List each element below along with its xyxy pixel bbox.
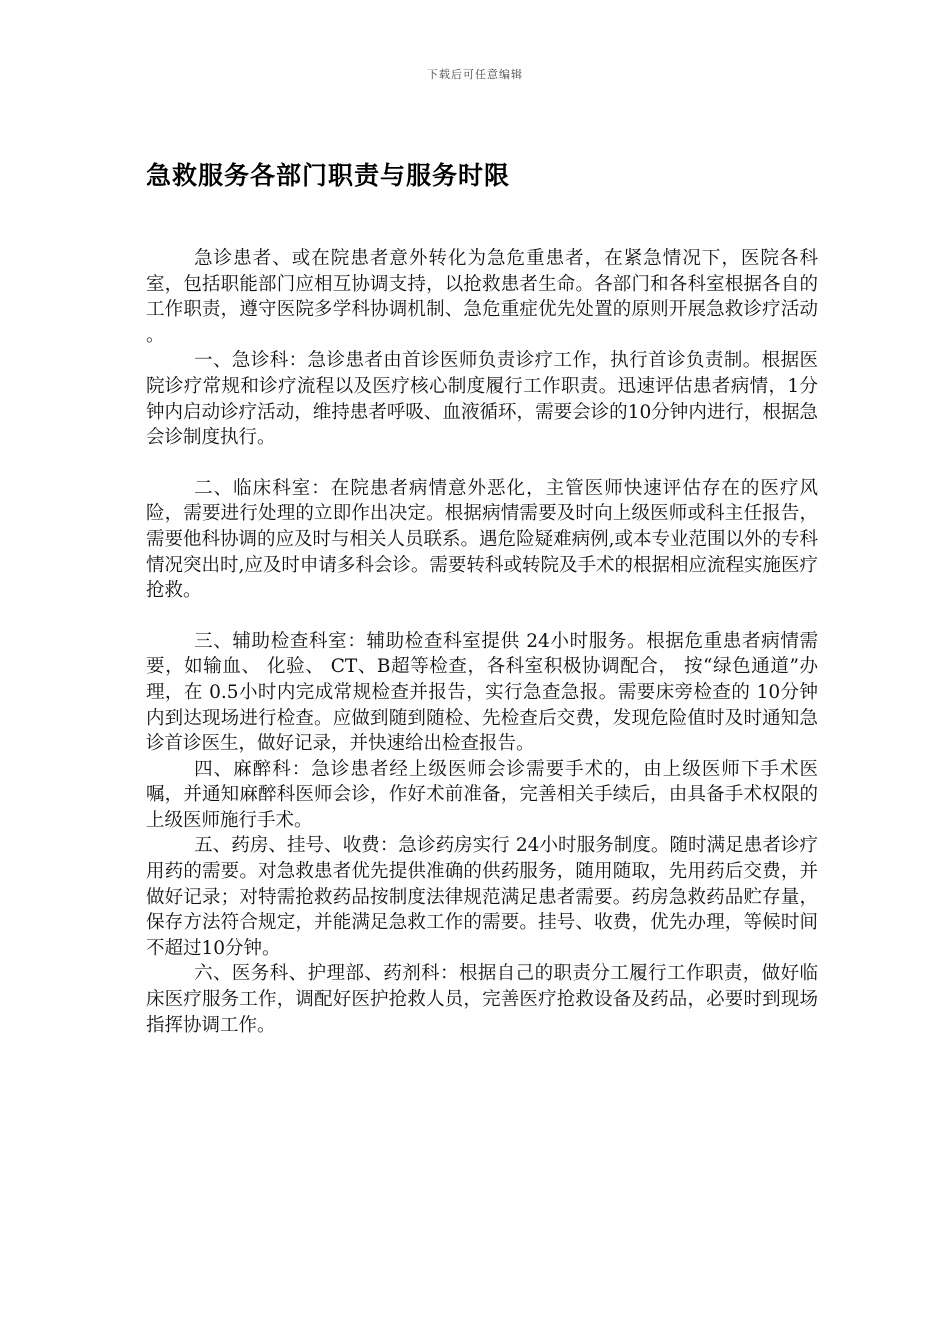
intro-paragraph: 急诊患者、或在院患者意外转化为急危重患者，在紧急情况下，医院各科室，包括职能部门应相互协调支持，以抢救患者生命。各部门和各科室根据各自的工作职责，遵守医院多学科协调机制、急危重症优先处置的原则开展急救诊疗活动 。 [146,248,818,346]
page-header-note: 下载后可任意编辑 [427,68,523,81]
section-auxiliary-examination: 三、辅助检查科室：辅助检查科室提供 24小时服务。根据危重患者病情需要，如输血、 化验、 CT、B超等检查，各科室积极协调配合， 按“绿色通道”办理，在 0.5小时内完成常规检查并报告，实行急查急报。需要床旁检查的 10分钟内到达现场进行检查。应做到随到随检、先检查后交费，发现危险值时及时通知急诊首诊医生，做好记录，并快速给出检查报告。 [146,630,818,755]
section-clinical-departments: 二、临床科室：在院患者病情意外恶化，主管医师快速评估存在的医疗风险，需要进行处理的立即作出决定。根据病情需要及时向上级医师或科主任报告，需要他科协调的应及时与相关人员联系。遇危险疑难病例,或本专业范围以外的专科情况突出时,应及时申请多科会诊。需要转科或转院及手术的根据相应流程实施医疗抢救。 [146,477,818,602]
section-emergency-department: 一、急诊科：急诊患者由首诊医师负责诊疗工作，执行首诊负责制。根据医院诊疗常规和诊疗流程以及医疗核心制度履行工作职责。迅速评估患者病情，1分钟内启动诊疗活动，维持患者呼吸、血液循环，需要会诊的10分钟内进行，根据急会诊制度执行。 [146,350,818,449]
section-pharmacy-registration-billing: 五、药房、挂号、收费：急诊药房实行 24小时服务制度。随时满足患者诊疗用药的需要。对急救患者优先提供准确的供药服务，随用随取，先用药后交费，并做好记录；对特需抢救药品按制度法律规范满足患者需要。药房急救药品贮存量，保存方法符合规定，并能满足急救工作的需要。挂号、收费，优先办理，等候时间不超过10分钟。 [146,835,818,959]
section-anesthesiology: 四、麻醉科：急诊患者经上级医师会诊需要手术的，由上级医师下手术医嘱，并通知麻醉科医师会诊，作好术前准备，完善相关手续后，由具备手术权限的上级医师施行手术。 [146,758,818,831]
document-title: 急救服务各部门职责与服务时限 [146,161,511,190]
section-medical-nursing-pharmacy-admin: 六、医务科、护理部、药剂科：根据自己的职责分工履行工作职责，做好临床医疗服务工作，调配好医护抢救人员，完善医疗抢救设备及药品，必要时到现场指挥协调工作。 [146,963,818,1036]
document-body [146,246,818,1038]
